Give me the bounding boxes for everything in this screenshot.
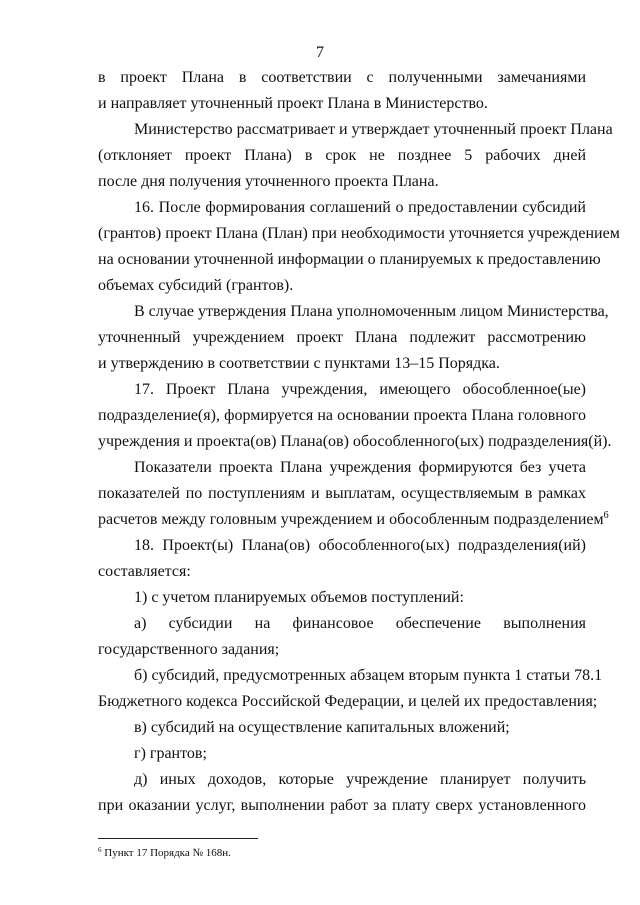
text-line: подразделение(я), формируется на основании проекта Плана головного <box>98 407 586 424</box>
text-line: составляется: <box>98 563 191 580</box>
footnote-text: Пункт 17 Порядка № 168н. <box>101 847 231 859</box>
footnote-divider <box>98 838 258 839</box>
text-line: и направляет уточненный проект Плана в Министерство. <box>98 95 488 112</box>
footnote-mark: 6 <box>98 846 102 854</box>
text-line: 18. Проект(ы) Плана(ов) обособленного(ых) подразделения(ий) <box>134 537 586 554</box>
text-line: показателей по поступлениям и выплатам, осуществляемым в рамках <box>98 485 586 502</box>
text-line: объемах субсидий (грантов). <box>98 277 294 294</box>
text-line: и утверждению в соответствии с пунктами 13–15 Порядка. <box>98 355 500 372</box>
text-line: (грантов) проект Плана (План) при необходимости уточняется учреждением <box>98 225 620 242</box>
text-line: б) субсидий, предусмотренных абзацем вторым пункта 1 статьи 78.1 <box>134 667 603 684</box>
text-line: а) субсидии на финансовое обеспечение выполнения <box>134 615 586 632</box>
text-line: д) иных доходов, которые учреждение планирует получить <box>134 771 586 788</box>
text-line: учреждения и проекта(ов) Плана(ов) обособленного(ых) подразделения(й). <box>98 433 612 450</box>
footnote <box>98 846 231 860</box>
text-line: 17. Проект Плана учреждения, имеющего обособленное(ые) <box>134 381 586 398</box>
text-line: Бюджетного кодекса Российской Федерации, и целей их предоставления; <box>98 693 598 710</box>
text-line: (отклоняет проект Плана) в срок не позднее 5 рабочих дней <box>98 147 586 164</box>
text-line: В случае утверждения Плана уполномоченным лицом Министерства, <box>134 303 609 320</box>
text-line: уточненный учреждением проект Плана подлежит рассмотрению <box>98 329 586 346</box>
text-line: на основании уточненной информации о планируемых к предоставлению <box>98 251 601 268</box>
text-line: после дня получения уточненного проекта Плана. <box>98 173 439 190</box>
text-line: государственного задания; <box>98 641 280 658</box>
text-line: Показатели проекта Плана учреждения формируются без учета <box>134 459 586 476</box>
text-line <box>98 510 609 530</box>
page-number: 7 <box>316 44 324 61</box>
text-line: 1) с учетом планируемых объемов поступлений: <box>134 589 464 606</box>
footnote-reference: 6 <box>603 510 609 521</box>
text-line: в проект Плана в соответствии с полученными замечаниями <box>98 69 586 86</box>
text-line: при оказании услуг, выполнении работ за плату сверх установленного <box>98 797 586 814</box>
text-line: в) субсидий на осуществление капитальных вложений; <box>134 719 510 736</box>
text-line: г) грантов; <box>134 745 207 762</box>
text-line-body: расчетов между головным учреждением и обособленным подразделением <box>98 511 604 528</box>
text-line: Министерство рассматривает и утверждает уточненный проект Плана <box>134 121 613 138</box>
text-line: 16. После формирования соглашений о предоставлении субсидий <box>134 199 586 216</box>
